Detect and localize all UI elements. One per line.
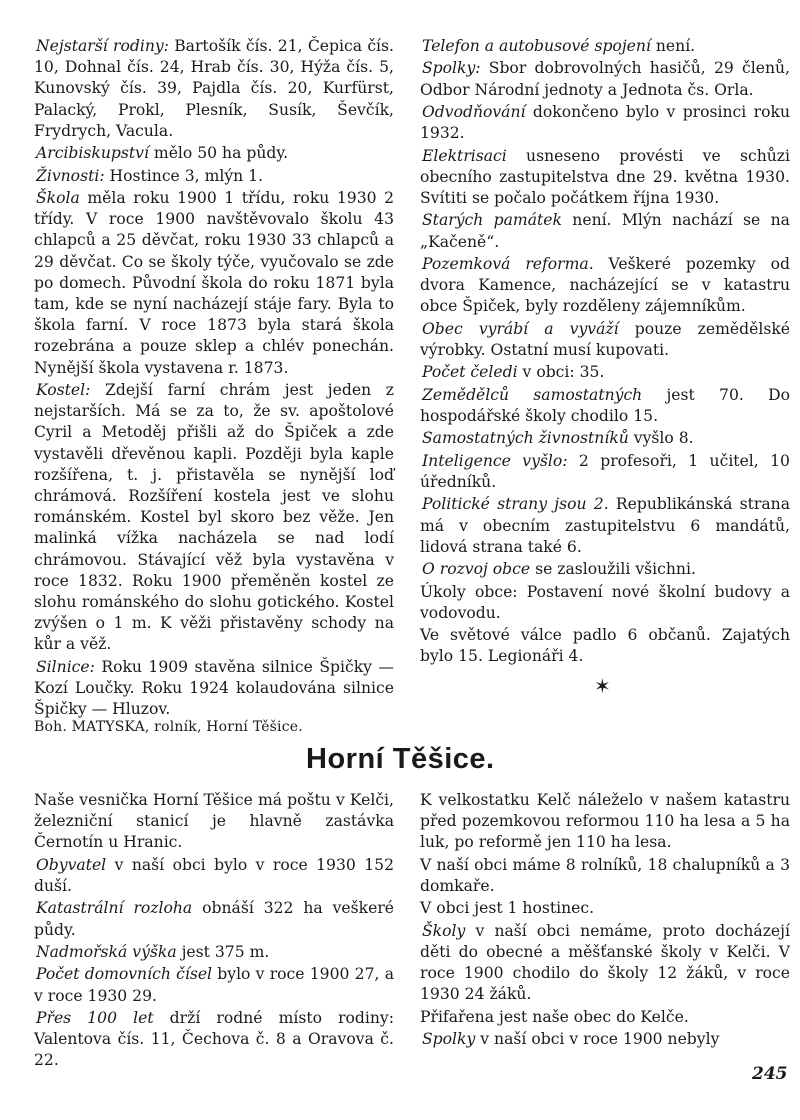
paragraph (34, 942, 394, 963)
paragraph-text: jest 70. Do hospodářské školy chodilo 15. (420, 385, 790, 425)
page-number: 245 (752, 1064, 788, 1084)
paragraph (34, 36, 394, 142)
paragraph-keyword: Odvodňování (422, 102, 526, 121)
paragraph-text: v naší obci bylo v roce 1930 152 duší. (34, 855, 394, 895)
paragraph-text: Přifařena jest naše obec do Kelče. (420, 1007, 689, 1026)
paragraph (420, 1029, 790, 1050)
bottom-right-column (420, 790, 790, 1052)
paragraph (420, 102, 790, 144)
paragraph-keyword: Pozemková reforma. (422, 254, 594, 273)
paragraph-text: K velkostatku Kelč náleželo v našem katastru před pozemkovou reformou 110 ha lesa a 5 ha luk, po reformě jen 110 ha lesa. (420, 791, 790, 852)
paragraph (420, 36, 790, 57)
paragraph-text: 2 profesoři, 1 učitel, 10 úředníků. (420, 451, 790, 491)
paragraph-text: Hostince 3, mlýn 1. (104, 166, 264, 185)
paragraph-keyword: O rozvoj obce (422, 560, 531, 579)
paragraph (420, 58, 790, 100)
paragraph-keyword: Elektrisaci (422, 146, 507, 165)
paragraph (420, 855, 790, 897)
paragraph (420, 494, 790, 558)
paragraph-text: drží rodné místo rodiny: Valentova čís. 11, Čechova č. 8 a Oravova č. 22. (34, 1008, 394, 1070)
paragraph-keyword: Počet domovních čísel (36, 965, 213, 984)
paragraph-text: měla roku 1900 1 třídu, roku 1930 2 třídy. V roce 1900 navštěvovalo školu 43 chlapců a 25 děvčat, roku 1930 33 chlapců a 29 děvčat. Co se školy týče, vyučovalo se zde po domech. Původní škola do roku 1871 byla tam, kde se nyní nacházejí stáje fary. Byla to škola farní. V roce 1873 byla stará škola rozebrána a pouze sklep a chlév ponechán. Nynější škola vystavena r. 1873. (34, 188, 394, 377)
paragraph-text: Bartošík čís. 21, Čepica čís. 10, Dohnal čís. 24, Hrab čís. 30, Hýža čís. 5, Kunovský čís. 39, Pajdla čís. 20, Kurfürst, Palacký, Prokl, Plesník, Susík, Ševčík, Frydrych, Vacula. (34, 37, 394, 140)
paragraph (420, 362, 790, 383)
paragraph-keyword: Přes 100 let (36, 1008, 154, 1027)
top-right-column (420, 36, 790, 669)
paragraph-text: dokončeno bylo v prosinci roku 1932. (420, 102, 790, 143)
paragraph-keyword: Starých památek (422, 211, 562, 230)
paragraph (34, 964, 394, 1006)
paragraph-keyword: Telefon a autobusové spojení (422, 37, 651, 55)
paragraph-keyword: Obyvatel (36, 855, 107, 874)
bottom-left-column (34, 790, 394, 1073)
paragraph-keyword: Samostatných živnostníků (422, 429, 629, 448)
paragraph-text: není. Mlýn nachází se na „Kačeně“. (420, 211, 790, 251)
paragraph (34, 1008, 394, 1072)
paragraph-text: v obci: 35. (517, 363, 605, 382)
article-title: Horní Těšice. (306, 743, 495, 775)
paragraph-text: pouze zemědělské výrobky. Ostatní musí kupovati. (420, 319, 791, 359)
paragraph-keyword: Zemědělců samostatných (422, 385, 643, 404)
paragraph-text: vyšlo 8. (628, 429, 694, 448)
paragraph-keyword: Nadmořská výška (36, 942, 177, 961)
paragraph-text: Republikánská strana má v obecním zastupitelstvu 6 mandátů, lidová strana také 6. (420, 495, 790, 556)
paragraph-text: Veškeré pozemky od dvora Kamence, nacházející se v katastru obce Špiček, byly rozděleny zájemníkům. (420, 254, 790, 316)
paragraph (34, 143, 394, 164)
paragraph (34, 657, 394, 721)
paragraph (420, 921, 790, 1006)
paragraph-text: v naší obci v roce 1900 nebyly (475, 1030, 720, 1049)
paragraph-text: mělo 50 ha půdy. (148, 144, 289, 163)
paragraph-keyword: Školy (422, 921, 466, 940)
paragraph (420, 254, 790, 318)
paragraph-text: usneseno provésti ve schůzi obecního zastupitelstva dne 29. května 1930. Svítiti se počalo počátkem října 1930. (420, 146, 790, 207)
paragraph-keyword: Katastrální rozloha (36, 899, 193, 918)
top-left-column (34, 36, 394, 722)
paragraph-keyword: Počet čeledi (422, 363, 518, 382)
paragraph (420, 146, 790, 210)
paragraph-text: jest 375 m. (176, 942, 270, 961)
paragraph (420, 898, 790, 919)
paragraph-keyword: Spolky (422, 1030, 476, 1049)
paragraph (420, 559, 790, 580)
paragraph (420, 210, 790, 252)
paragraph-text: v naší obci nemáme, proto docházejí děti do obecné a měšťanské školy v Kelči. V roce 1900 chodilo do školy 12 žáků, v roce 1930 24 žáků. (420, 921, 790, 1004)
paragraph-keyword: Politické strany jsou 2. (422, 495, 609, 514)
paragraph-keyword: Obec vyrábí a vyváží (422, 319, 619, 338)
paragraph-text: V naší obci máme 8 rolníků, 18 chalupníků a 3 domkaře. (420, 855, 790, 895)
paragraph-text: se zasloužili všichni. (530, 560, 696, 579)
paragraph-text: bylo v roce 1900 27, a v roce 1930 29. (34, 965, 394, 1005)
paragraph (34, 380, 394, 656)
paragraph-text: Roku 1909 stavěna silnice Špičky — Kozí Loučky. Roku 1924 kolaudována silnice Špičky — Hluzov. (34, 657, 394, 719)
paragraph-keyword: Škola (36, 188, 80, 207)
paragraph-text: Naše vesnička Horní Těšice má poštu v Kelči, železniční stanicí je hlavně zastávka Černotín u Hranic. (34, 791, 394, 852)
paragraph-keyword: Nejstarší rodiny: (36, 37, 169, 55)
paragraph (420, 625, 790, 667)
paragraph-keyword: Inteligence vyšlo: (422, 451, 568, 470)
article-byline: Boh. MATYSKA, rolník, Horní Těšice. (34, 719, 303, 735)
paragraph (420, 385, 790, 427)
paragraph-text: V obci jest 1 hostinec. (420, 899, 595, 918)
paragraph (420, 790, 790, 854)
paragraph-keyword: Kostel: (36, 381, 91, 399)
paragraph (34, 855, 394, 897)
paragraph-text: není. (650, 37, 696, 55)
section-end-ornament: ✶ (594, 674, 611, 698)
paragraph-keyword: Arcibiskupství (36, 144, 149, 163)
paragraph-text: Úkoly obce: Postavení nové školní budovy a vodovodu. (420, 582, 790, 622)
paragraph (420, 582, 790, 624)
paragraph (34, 166, 394, 187)
paragraph (420, 428, 790, 449)
paragraph-keyword: Silnice: (36, 657, 95, 676)
paragraph (34, 790, 394, 854)
paragraph-text: Zdejší farní chrám jest jeden z nejstarších. Má se za to, že sv. apoštolové Cyril a Metoděj přišli až do Špiček a zde vystavěli dřevěnou kapli. Později byla kaple rozšířena, t. j. přistavěla se nynější loď chrámová. Rozšíření kostela jest ve slohu románském. Kostel byl skoro bez věže. Jen malinká vížka nacházela se nad lodí chrámovou. Stávající věž byla vystavěna v roce 1832. Roku 1900 přeměněn kostel ze slohu románského do slohu gotického. Kostel zvýšen o 1 m. K věži přistavěny schody na kůr a věž. (34, 381, 394, 654)
paragraph (34, 898, 394, 940)
paragraph (420, 451, 790, 493)
paragraph-keyword: Živnosti: (36, 166, 105, 185)
paragraph-text: Ve světové válce padlo 6 občanů. Zajatých bylo 15. Legionáři 4. (420, 626, 790, 666)
paragraph (420, 319, 790, 361)
paragraph (420, 1007, 790, 1028)
paragraph-keyword: Spolky: (422, 59, 481, 78)
paragraph (34, 188, 394, 379)
paragraph-text: obnáší 322 ha veškeré půdy. (34, 899, 394, 939)
paragraph-text: Sbor dobrovolných hasičů, 29 členů, Odbor Národní jednoty a Jednota čs. Orla. (420, 59, 790, 99)
